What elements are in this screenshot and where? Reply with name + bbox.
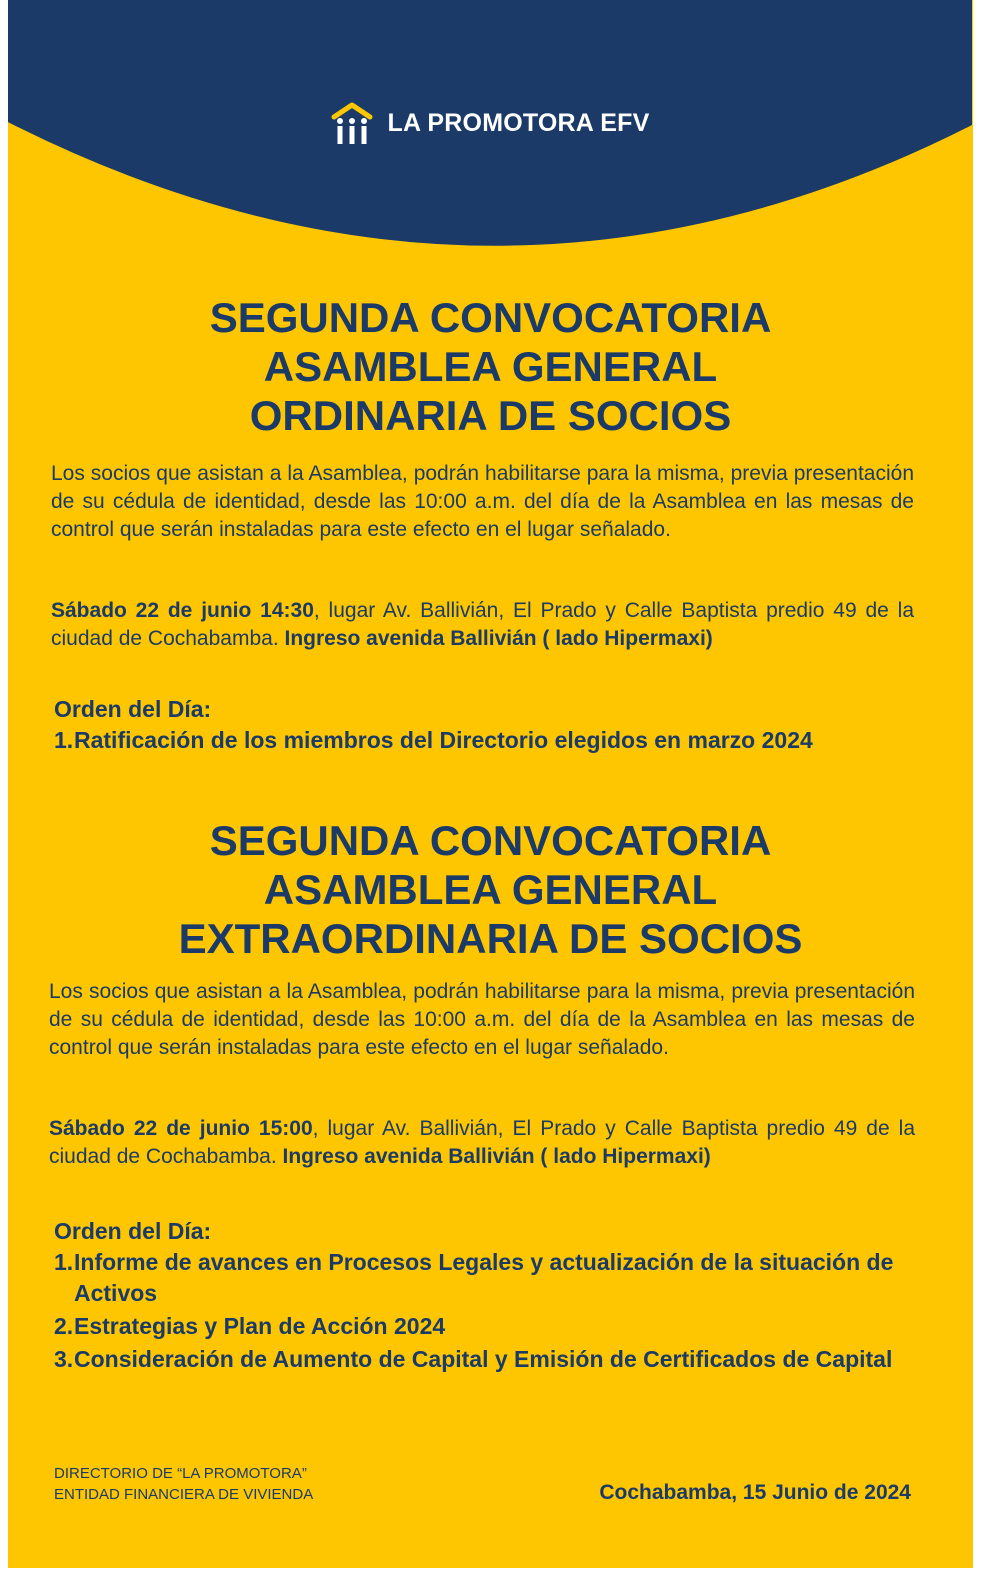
announcement-page [8, 0, 973, 1568]
section2-date-time: Sábado 22 de junio 15:00 [49, 1117, 313, 1140]
signatory-line: DIRECTORIO DE “LA PROMOTORA” [54, 1465, 307, 1482]
section1-title-line: ASAMBLEA GENERAL [263, 343, 718, 390]
issue-date: Cochabamba, 15 Junio de 2024 [599, 1481, 911, 1504]
section1-title [8, 293, 973, 440]
section1-agenda-label: Orden del Día: [54, 696, 212, 722]
section2-title [8, 816, 973, 963]
section1-place: , lugar Av. Ballivián, El Prado y Calle Baptista predio 49 de la ciudad de Cochabamba. [51, 599, 914, 650]
agenda-item: 1. Informe de avances en Procesos Legales y actualización de la situación de Activos [54, 1249, 894, 1306]
section2-title-line: EXTRAORDINARIA DE SOCIOS [178, 915, 803, 962]
house-people-icon [331, 100, 373, 146]
section2-venue [49, 1115, 915, 1171]
section1-venue [51, 597, 914, 653]
signatory [54, 1463, 313, 1505]
signatory-line: ENTIDAD FINANCIERA DE VIVIENDA [54, 1486, 314, 1503]
section2-agenda [54, 1215, 924, 1377]
agenda-item: 1. Ratificación de los miembros del Directorio elegidos en marzo 2024 [54, 727, 813, 753]
section2-place: , lugar Av. Ballivián, El Prado y Calle Baptista predio 49 de la ciudad de Cochabamba. [49, 1117, 915, 1168]
section1-date-time: Sábado 22 de junio 14:30 [51, 599, 314, 622]
agenda-item: 2. Estrategias y Plan de Acción 2024 [54, 1313, 446, 1339]
section2-title-line: ASAMBLEA GENERAL [263, 866, 718, 913]
section1-title-line: ORDINARIA DE SOCIOS [249, 392, 732, 439]
brand-logo [8, 100, 973, 146]
section2-intro: Los socios que asistan a la Asamblea, podrán habilitarse para la misma, previa presentación de su cédula de identidad, desde las 10:00 a.m. del día de la Asamblea en las mesas de control que serán instaladas para este efecto en el lugar señalado. [49, 980, 915, 1059]
section2-entrance: Ingreso avenida Ballivián ( lado Hipermaxi) [282, 1145, 711, 1168]
agenda-item: 3. Consideración de Aumento de Capital y Emisión de Certificados de Capital [54, 1346, 893, 1372]
brand-name: LA PROMOTORA EFV [387, 108, 650, 137]
section2-agenda-label: Orden del Día: [54, 1218, 212, 1244]
section2-title-line: SEGUNDA CONVOCATORIA [209, 817, 772, 864]
section1-entrance: Ingreso avenida Ballivián ( lado Hipermaxi) [284, 627, 713, 650]
section1-agenda [54, 693, 934, 758]
section1-intro: Los socios que asistan a la Asamblea, podrán habilitarse para la misma, previa presentación de su cédula de identidad, desde las 10:00 a.m. del día de la Asamblea en las mesas de control que serán instaladas para este efecto en el lugar señalado. [51, 462, 914, 541]
section1-title-line: SEGUNDA CONVOCATORIA [209, 294, 772, 341]
